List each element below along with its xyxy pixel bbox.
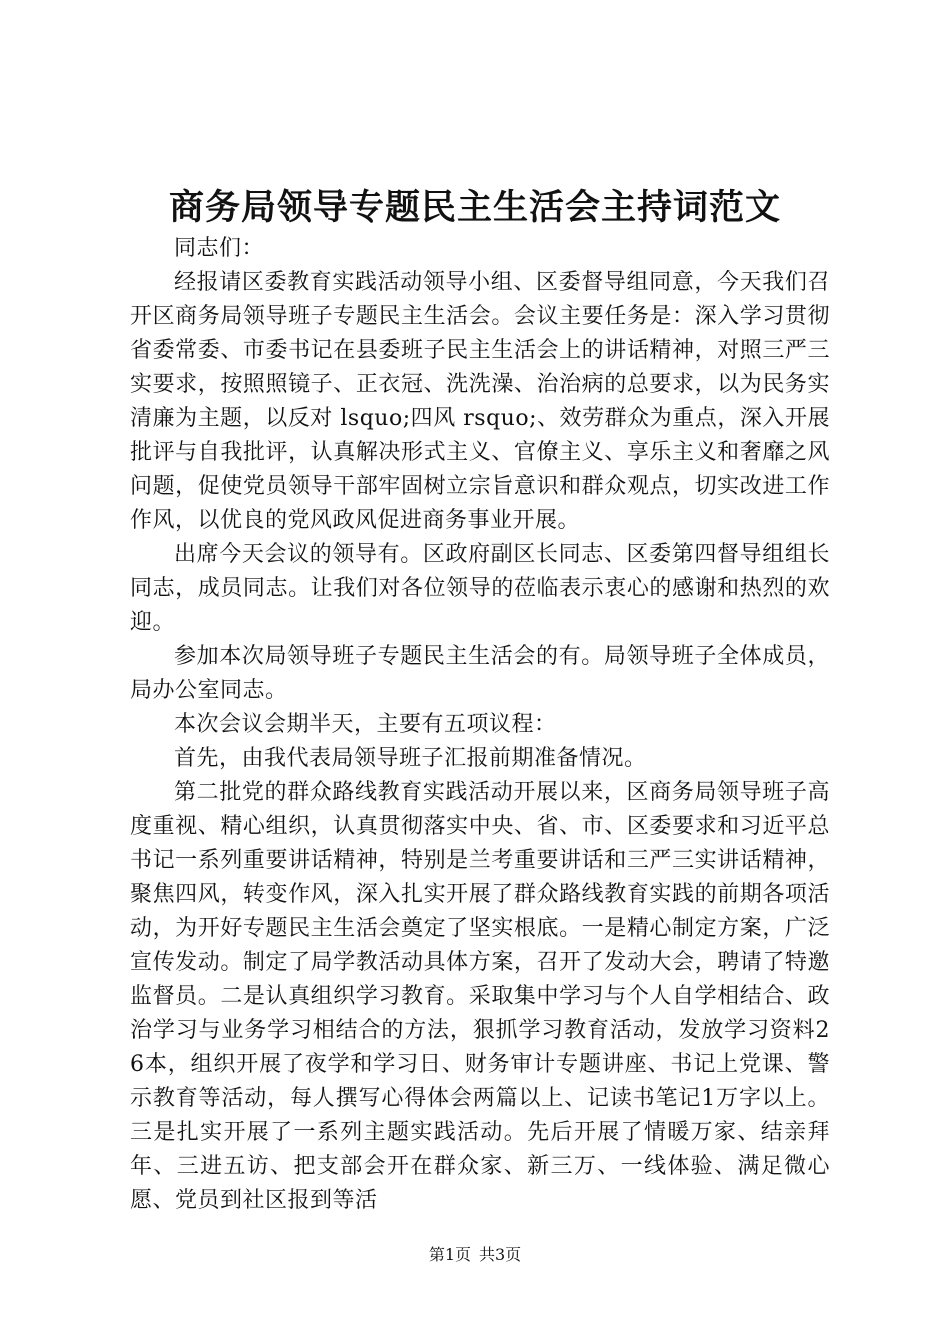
paragraph-attending-leaders: 出席今天会议的领导有。区政府副区长同志、区委第四督导组组长同志，成员同志。让我们对各位领导的莅临表示衷心的感谢和热烈的欢迎。: [130, 542, 830, 635]
paragraph-first-item: 首先，由我代表局领导班子汇报前期准备情况。: [174, 746, 647, 771]
salutation: 同志们：: [174, 236, 265, 261]
paragraph-participants: 参加本次局领导班子专题民主生活会的有。局领导班子全体成员，局办公室同志。: [130, 644, 830, 703]
paragraph-meeting-purpose: 经报请区委教育实践活动领导小组、区委督导组同意，今天我们召开区商务局领导班子专题民主生活会。会议主要任务是：深入学习贯彻省委常委、市委书记在县委班子民主生活会上的讲话精神，对照三严三实要求，按照照镜子、正衣冠、洗洗澡、治治病的总要求，以为民务实清廉为主题，以反对 lsquo;四风 rsquo;、效劳群众为重点，深入开展批评与自我批评，认真解决形式主义、官僚主义、享乐主义和奢靡之风问题，促使党员领导干部牢固树立宗旨意识和群众观点，切实改进工作作风，以优良的党风政风促进商务事业开展。: [130, 270, 830, 533]
document-body: [130, 232, 830, 1218]
page-footer: [0, 1244, 950, 1266]
paragraph-agenda: 本次会议会期半天，主要有五项议程：: [174, 712, 557, 737]
document-title: 商务局领导专题民主生活会主持词范文: [168, 188, 781, 228]
paragraph-preparation-report: 第二批党的群众路线教育实践活动开展以来，区商务局领导班子高度重视、精心组织，认真贯彻落实中央、省、市、区委要求和习近平总书记一系列重要讲话精神，特别是兰考重要讲话和三严三实讲话精神，聚焦四风，转变作风，深入扎实开展了群众路线教育实践的前期各项活动，为开好专题民主生活会奠定了坚实根底。一是精心制定方案，广泛宣传发动。制定了局学教活动具体方案，召开了发动大会，聘请了特邀监督员。二是认真组织学习教育。采取集中学习与个人自学相结合、政治学习与业务学习相结合的方法，狠抓学习教育活动，发放学习资料26本，组织开展了夜学和学习日、财务审计专题讲座、书记上党课、警示教育等活动，每人撰写心得体会两篇以上、记读书笔记1万字以上。三是扎实开展了一系列主题实践活动。先后开展了情暖万家、结亲拜年、三进五访、把支部会开在群众家、新三万、一线体验、满足微心愿、党员到社区报到等活: [130, 780, 830, 1213]
page-total: 共3页: [479, 1245, 522, 1264]
page-number: 第1页: [428, 1245, 471, 1264]
